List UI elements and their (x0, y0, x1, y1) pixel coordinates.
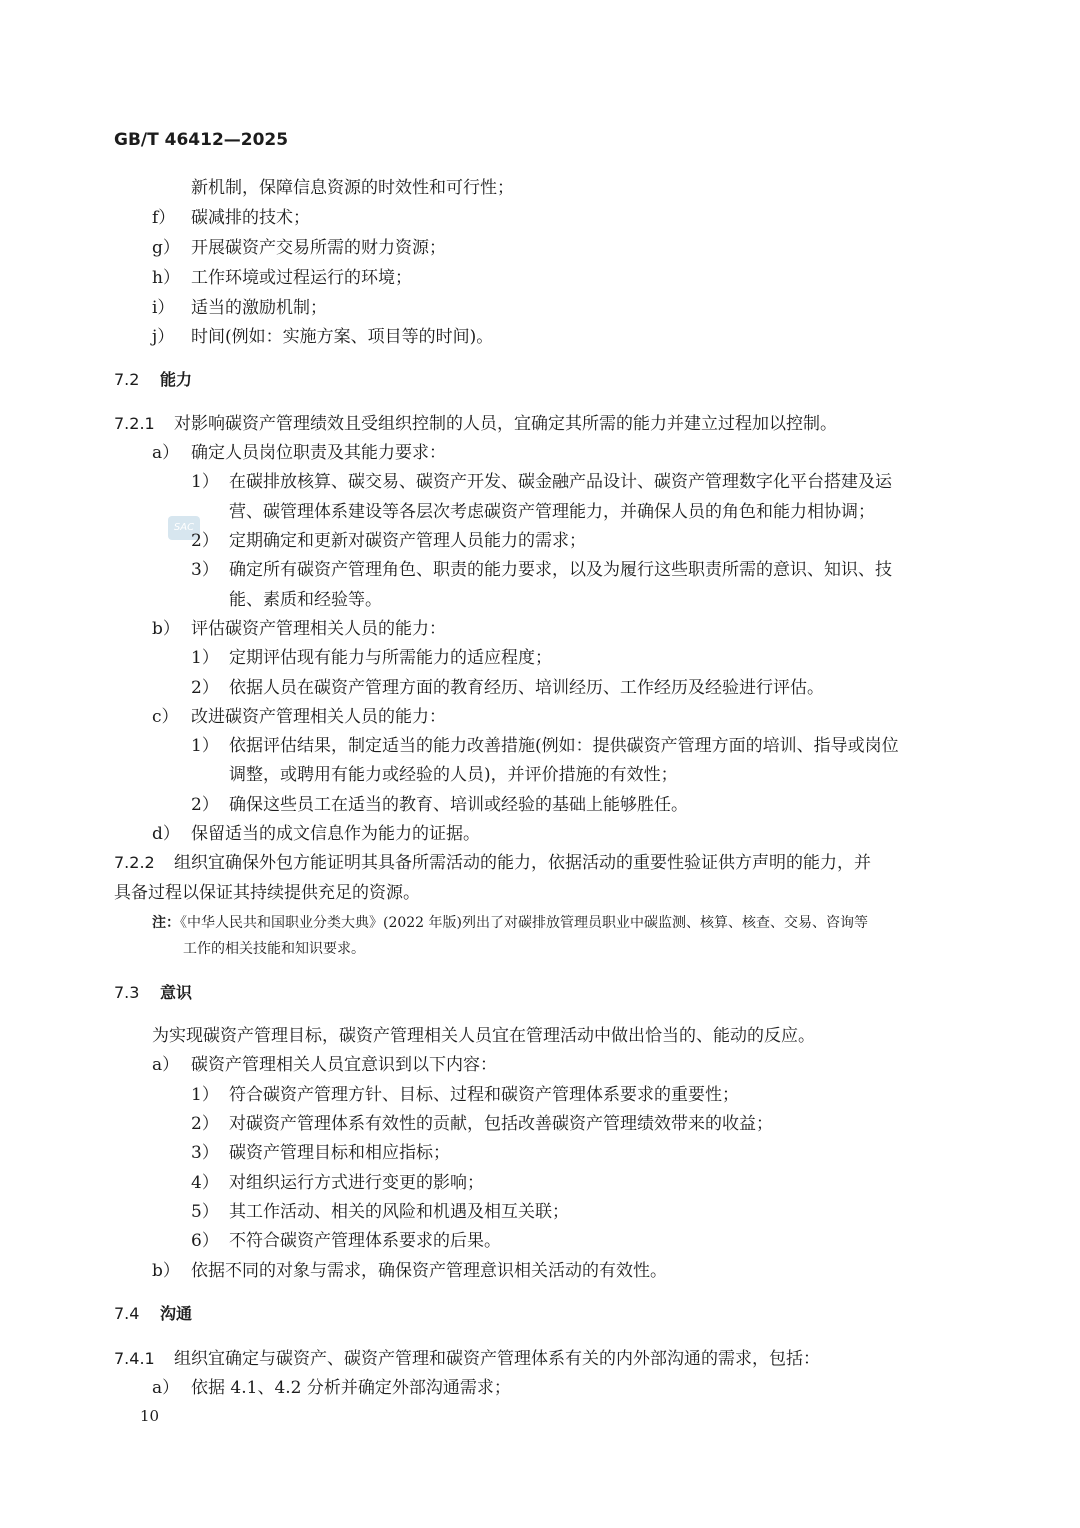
sublist-marker: 1） (191, 648, 219, 668)
sublist-item-text: 确定所有碳资产管理角色、职责的能力要求，以及为履行这些职责所需的意识、知识、技 (229, 560, 892, 580)
clause-text: 具备过程以保证其持续提供充足的资源。 (114, 883, 420, 903)
sublist-item-text: 能、素质和经验等。 (229, 590, 382, 610)
sublist-item-text: 不符合碳资产管理体系要求的后果。 (229, 1231, 501, 1251)
sublist-item-text: 对组织运行方式进行变更的影响； (229, 1173, 484, 1193)
note-line (152, 913, 868, 933)
sublist-marker: 2） (191, 531, 219, 551)
list-item-text: 评估碳资产管理相关人员的能力： (191, 619, 446, 639)
sublist-item-text: 对碳资产管理体系有效性的贡献，包括改善碳资产管理绩效带来的收益； (229, 1114, 773, 1134)
sublist-marker: 6） (191, 1231, 219, 1251)
list-item-text: 时间(例如：实施方案、项目等的时间)。 (191, 327, 494, 347)
sublist-item-text: 其工作活动、相关的风险和机遇及相互关联； (229, 1202, 569, 1222)
list-item-text: 依据 4.1、4.2 分析并确定外部沟通需求； (191, 1378, 511, 1398)
list-marker: i） (152, 298, 175, 318)
list-marker: b） (152, 619, 180, 639)
sublist-marker: 1） (191, 1085, 219, 1105)
list-item-text: 确定人员岗位职责及其能力要求： (191, 443, 446, 463)
section-number: 7.2 (114, 370, 140, 389)
sublist-marker: 2） (191, 678, 219, 698)
note-text: 《中华人民共和国职业分类大典》(2022 年版)列出了对碳排放管理员职业中碳监测、核算、核查、交易、咨询等 (180, 915, 869, 931)
page-number: 10 (140, 1407, 160, 1425)
section-title: 沟通 (160, 1304, 193, 1323)
list-marker: g） (152, 238, 180, 258)
sublist-item-text: 符合碳资产管理方针、目标、过程和碳资产管理体系要求的重要性； (229, 1085, 739, 1105)
sublist-item-text: 定期评估现有能力与所需能力的适应程度； (229, 648, 552, 668)
list-marker: b） (152, 1261, 180, 1281)
sublist-marker: 1） (191, 472, 219, 492)
paragraph-text: 为实现碳资产管理目标，碳资产管理相关人员宜在管理活动中做出恰当的、能动的反应。 (152, 1026, 815, 1046)
clause-number: 7.4.1 (114, 1349, 155, 1368)
list-item-text: 改进碳资产管理相关人员的能力： (191, 707, 446, 727)
sublist-marker: 1） (191, 736, 219, 756)
section-title: 能力 (160, 370, 193, 389)
section-title: 意识 (160, 983, 193, 1002)
section-number: 7.3 (114, 983, 140, 1002)
list-marker: a） (152, 443, 180, 463)
sublist-marker: 3） (191, 1143, 219, 1163)
list-marker: f） (152, 208, 176, 228)
section-number: 7.4 (114, 1304, 140, 1323)
list-marker: a） (152, 1055, 180, 1075)
clause-text: 对影响碳资产管理绩效且受组织控制的人员，宜确定其所需的能力并建立过程加以控制。 (174, 414, 837, 434)
list-item-text: 保留适当的成文信息作为能力的证据。 (191, 824, 480, 844)
sublist-marker: 2） (191, 1114, 219, 1134)
list-marker: c） (152, 707, 179, 727)
clause-text: 组织宜确保外包方能证明其具备所需活动的能力，依据活动的重要性验证供方声明的能力，并 (174, 853, 871, 873)
sublist-item-text: 依据人员在碳资产管理方面的教育经历、培训经历、工作经历及经验进行评估。 (229, 678, 824, 698)
sublist-item-text: 依据评估结果，制定适当的能力改善措施(例如：提供碳资产管理方面的培训、指导或岗位 (229, 736, 899, 756)
clause-text: 组织宜确定与碳资产、碳资产管理和碳资产管理体系有关的内外部沟通的需求，包括： (174, 1349, 820, 1369)
clause-number: 7.2.2 (114, 853, 155, 872)
list-marker: j） (152, 327, 175, 347)
list-marker: h） (152, 268, 180, 288)
sac-watermark: SAC (168, 516, 200, 540)
standard-number-header: GB/T 46412—2025 (114, 130, 289, 150)
sublist-item-text: 在碳排放核算、碳交易、碳资产开发、碳金融产品设计、碳资产管理数字化平台搭建及运 (229, 472, 892, 492)
sublist-marker: 2） (191, 795, 219, 815)
sublist-marker: 4） (191, 1173, 219, 1193)
sublist-item-text: 营、碳管理体系建设等各层次考虑碳资产管理能力，并确保人员的角色和能力相协调； (229, 502, 875, 522)
sublist-marker: 5） (191, 1202, 219, 1222)
note-text: 工作的相关技能和知识要求。 (183, 941, 365, 957)
sublist-item-text: 碳资产管理目标和相应指标； (229, 1143, 450, 1163)
list-marker: d） (152, 824, 180, 844)
list-item-text: 工作环境或过程运行的环境； (191, 268, 412, 288)
list-marker: a） (152, 1378, 180, 1398)
list-item-text: 依据不同的对象与需求，确保资产管理意识相关活动的有效性。 (191, 1261, 667, 1281)
list-item-text: 碳资产管理相关人员宜意识到以下内容： (191, 1055, 497, 1075)
sublist-item-text: 调整，或聘用有能力或经验的人员)，并评价措施的有效性； (229, 765, 678, 785)
list-item-text: 适当的激励机制； (191, 298, 327, 318)
list-item-text: 碳减排的技术； (191, 208, 310, 228)
sublist-item-text: 定期确定和更新对碳资产管理人员能力的需求； (229, 531, 586, 551)
sublist-marker: 3） (191, 560, 219, 580)
note-label: 注： (152, 915, 180, 931)
continued-text: 新机制，保障信息资源的时效性和可行性； (191, 178, 514, 198)
list-item-text: 开展碳资产交易所需的财力资源； (191, 238, 446, 258)
clause-number: 7.2.1 (114, 414, 155, 433)
sublist-item-text: 确保这些员工在适当的教育、培训或经验的基础上能够胜任。 (229, 795, 688, 815)
